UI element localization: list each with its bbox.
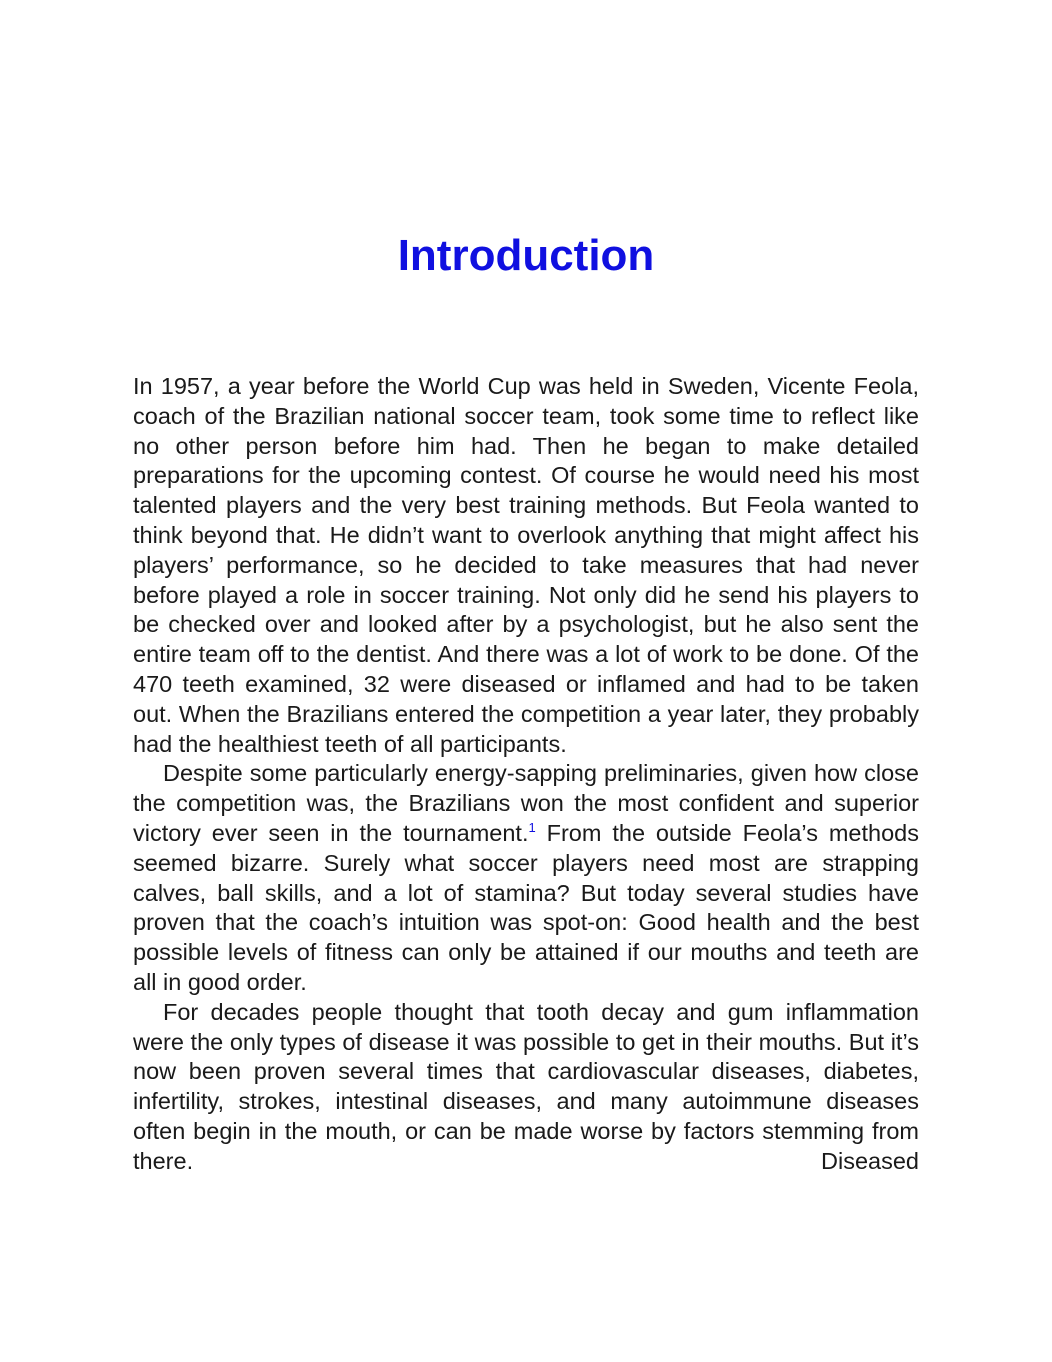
paragraph-3: For decades people thought that tooth decay and gum inflammation were the only types of disease it was possible to get in their mouths. But it’s now been proven several times that cardiovascular diseases, diabetes, infertility, strokes, intestinal diseases, and many autoimmune diseases often begin in the mouth, or can be made worse by factors stemming from there. Diseased bbox=[133, 998, 919, 1174]
paragraph-2-text-after-note: From the outside Feola’s methods seemed bizarre. Surely what soccer players need most are strapping calves, ball skills, and a lot of stamina? But today several studies have proven that the coach’s intuition was spot-on: Good health and the best possible levels of fitness can only be attained if our mouths and teeth are all in good order. bbox=[133, 819, 919, 995]
paragraph-2-text-before-note: Despite some particularly energy-sapping preliminaries, given how close the competition was, the Brazilians won the most confident and superior victory ever seen in the tournament. bbox=[133, 760, 919, 846]
paragraph-1: In 1957, a year before the World Cup was held in Sweden, Vicente Feola, coach of the Brazilian national soccer team, took some time to reflect like no other person before him had. Then he began to make detailed preparations for the upcoming contest. Of course he would need his most talented players and the very best training methods. But Feola wanted to think beyond that. He didn’t want to overlook anything that might affect his players’ performance, so he decided to take measures that had never before played a role in soccer training. Not only did he send his players to be checked over and looked after by a psychologist, but he also sent the entire team off to the dentist. And there was a lot of work to be done. Of the 470 teeth examined, 32 were diseased or inflamed and had to be taken out. When the Brazilians entered the competition a year later, they probably had the healthiest teeth of all participants. bbox=[133, 373, 919, 757]
footnote-reference-1[interactable]: 1 bbox=[528, 819, 536, 835]
paragraph-2 bbox=[133, 759, 919, 997]
chapter-title: Introduction bbox=[397, 231, 655, 280]
chapter-body bbox=[133, 372, 919, 1177]
